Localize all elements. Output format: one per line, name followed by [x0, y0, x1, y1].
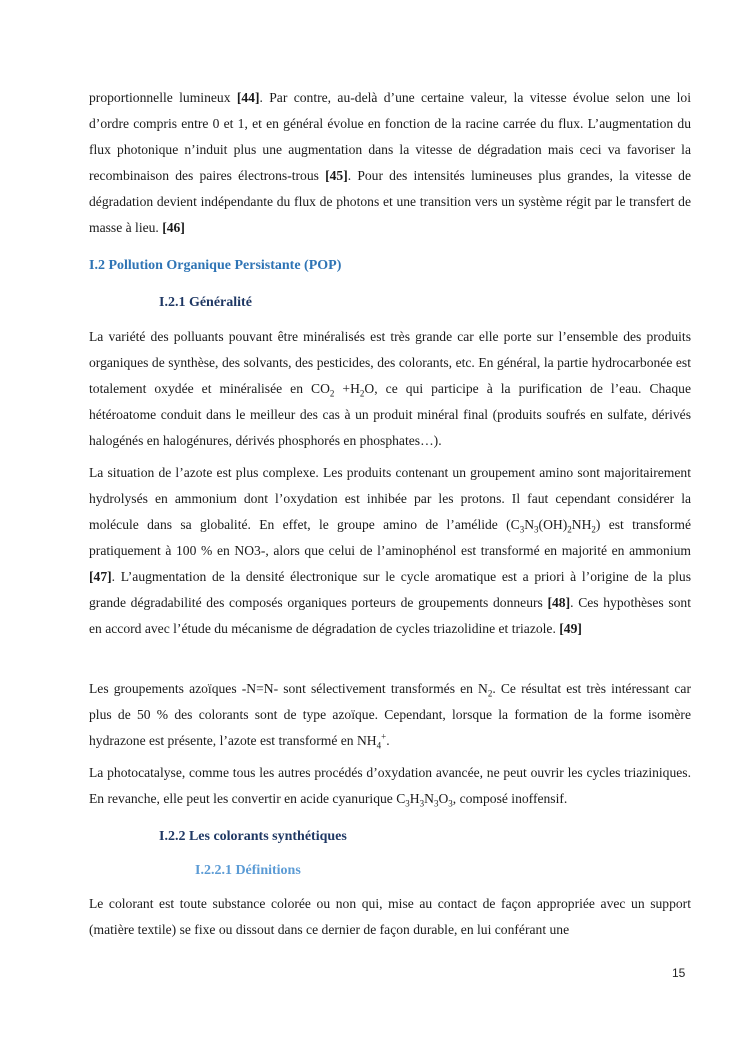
reference-49: [49] [559, 621, 582, 636]
paragraph-nitrogen: La situation de l’azote est plus complexe. Les produits contenant un groupement amino sont majoritairement hydrolysés en ammonium dont l’oxydation est inhibée par les protons. Il faut cependant considérer la molécule dans sa globalité. En effet, le groupe amino de l’amélide $(C_3N_3(OH)_2NH_2)$ est transformé pratiquement à 100 % en NO3-, alors que celui de l’aminophénol est transformé en majorité en ammonium [47]. L’augmentation de la densité électronique sur le cycle aromatique est a priori à l’origine de la plus grande dégradabilité des composés organiques porteurs de groupements donneurs [48]. Ces hypothèses sont en accord avec l’étude du mécanisme de dégradation de cycles triazolidine et triazole. [49] [89, 465, 691, 636]
paragraph-azo-groups: Les groupements azoïques -N=N- sont sélectivement transformés en $N_2$. Ce résultat est très intéressant car plus de 50 % des colorants sont de type azoïque. Cependant, lorsque la formation de la forme isomère hydrazone est présente, l’azote est transformé en $NH_4^+$. [89, 681, 691, 751]
section-heading-pop: I.2 Pollution Organique Persistante (POP) [89, 258, 342, 273]
paragraph-photon-flux: proportionnelle lumineux [44]. Par contre, au-delà d’une certaine valeur, la vitesse évolue selon une loi d’ordre compris entre 0 et 1, et en général évolue en fonction de la racine carrée du flux. L’augmentation du flux photonique n’induit plus une augmentation dans la vitesse de dégradation mais ceci va favoriser la recombinaison des paires électrons-trous [45]. Pour des intensités lumineuses plus grandes, la vitesse de dégradation devient indépendante du flux de photons et une transition vers un système régit par le transfert de masse à lieu. [46] [89, 90, 691, 235]
paragraph-mineralization: La variété des polluants pouvant être minéralisés est très grande car elle porte sur l’ensemble des produits organiques de synthèse, des solvants, des pesticides, des colorants, etc. En général, la partie hydrocarbonée est totalement oxydée et minéralisée en $CO_2 +H_2O$, ce qui participe à la purification de l’eau. Chaque hétéroatome conduit dans le meilleur des cas à un produit minéral final (produits soufrés en sulfate, dérivés halogénés en halogénures, dérivés phosphorés en phosphates…). [89, 329, 691, 448]
reference-46: [46] [162, 220, 185, 235]
reference-44: [44] [236, 90, 260, 105]
subsection-heading-colorants: I.2.2 Les colorants synthétiques [159, 829, 347, 844]
paragraph-photocatalysis: La photocatalyse, comme tous les autres procédés d’oxydation avancée, ne peut ouvrir les cycles triaziniques. En revanche, elle peut les convertir en acide cyanurique $C_3H_3N_3O_3$, composé inoffensif. [89, 765, 691, 809]
reference-45: [45] [325, 168, 348, 183]
reference-48: [48] [547, 595, 571, 610]
page-number: 15 [672, 966, 686, 980]
paragraph-colorant-definition: Le colorant est toute substance colorée ou non qui, mise au contact de façon appropriée avec un support (matière textile) se fixe ou dissout dans ce dernier de façon durable, en lui conférant une [89, 896, 691, 937]
subsubsection-heading-definitions: I.2.2.1 Définitions [195, 863, 301, 878]
reference-47: [47] [89, 569, 112, 584]
subsection-heading-generalite: I.2.1 Généralité [159, 295, 252, 310]
